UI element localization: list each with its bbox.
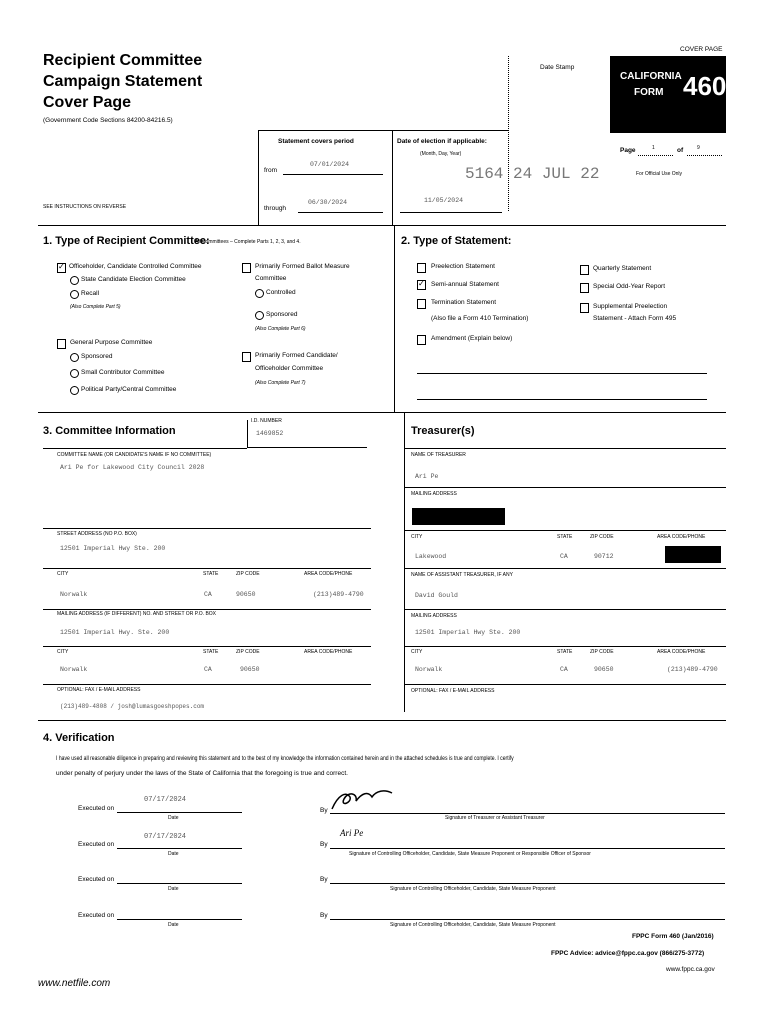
mailing-label: MAILING ADDRESS (IF DIFFERENT) NO. AND STREET OR P.O. BOX — [57, 611, 217, 617]
city-label: CITY — [57, 571, 69, 577]
area-phone-label: AREA CODE/PHONE — [304, 571, 353, 577]
treasurer-title: Treasurer(s) — [411, 425, 475, 437]
zip-value: 90650 — [236, 591, 256, 598]
mailing-value: 12501 Imperial Hwy. Ste. 200 — [60, 629, 170, 636]
quarterly-label: Quarterly Statement — [593, 265, 652, 272]
treasurer-city-label: CITY — [411, 534, 423, 540]
sig-caption-1: Signature of Treasurer or Assistant Treasurer — [445, 815, 545, 821]
date-caption-3: Date — [168, 886, 179, 892]
supplemental-label-1: Supplemental Preelection — [593, 303, 668, 310]
ballot-measure-label-1: Primarily Formed Ballot Measure — [255, 263, 350, 270]
city-label-2: CITY — [57, 649, 69, 655]
state-label-2: STATE — [203, 649, 219, 655]
termination-label: Termination Statement — [431, 299, 497, 306]
gp-sponsored-radio[interactable] — [70, 353, 79, 362]
city-value: Norwalk — [60, 591, 88, 598]
gp-sponsored-label: Sponsored — [81, 353, 113, 360]
pf-candidate-checkbox[interactable] — [242, 352, 251, 362]
asst-city-value: Norwalk — [415, 666, 443, 673]
officeholder-label: Officeholder, Candidate Controlled Committee — [69, 263, 202, 270]
executed-date-1: 07/17/2024 — [144, 796, 187, 804]
special-odd-checkbox[interactable] — [580, 283, 589, 293]
executed-on-1: Executed on — [78, 805, 115, 812]
id-number-value: 1469852 — [256, 430, 284, 437]
official-use-label: For Official Use Only — [636, 171, 683, 177]
ballot-measure-checkbox[interactable] — [242, 263, 251, 273]
verification-text-2: under penalty of perjury under the laws of the State of California that the foregoing is true and correct. — [56, 770, 348, 777]
zip2-value: 90650 — [240, 666, 260, 673]
asst-phone-value: (213)489-4790 — [667, 666, 718, 673]
street-value: 12501 Imperial Hwy Ste. 200 — [60, 545, 166, 552]
verification-text-1: I have used all reasonable diligence in preparing and reviewing this statement and to the best of my knowledge the information contained herein and in the attached schedules is true and complete. I certify — [56, 755, 514, 762]
treasurer-zip-label: ZIP CODE — [590, 534, 614, 540]
executed-date-2: 07/17/2024 — [144, 833, 187, 841]
street-label: STREET ADDRESS (NO P.O. BOX) — [57, 531, 137, 537]
section3-title: 3. Committee Information — [43, 425, 176, 437]
through-label: through — [264, 205, 287, 212]
general-purpose-label: General Purpose Committee — [70, 339, 153, 346]
period-label: Statement covers period — [278, 138, 354, 145]
asst-treasurer-label: NAME OF ASSISTANT TREASURER, IF ANY — [411, 572, 513, 578]
preelection-label: Preelection Statement — [431, 263, 495, 270]
date-caption-1: Date — [168, 815, 179, 821]
area-phone-label-2: AREA CODE/PHONE — [304, 649, 353, 655]
asst-zip-label: ZIP CODE — [590, 649, 614, 655]
optional-label: OPTIONAL: FAX / E-MAIL ADDRESS — [57, 687, 141, 693]
election-label: Date of election if applicable: — [397, 138, 487, 145]
redacted-treasurer-address — [412, 508, 505, 525]
asst-mailing-value: 12501 Imperial Hwy Ste. 200 — [415, 629, 521, 636]
also-part5: (Also Complete Part 5) — [70, 304, 121, 310]
form-revision: FPPC Form 460 (Jan/2016) — [632, 933, 714, 940]
by-3: By — [320, 876, 328, 883]
asst-mailing-label: MAILING ADDRESS — [411, 613, 457, 619]
from-label: from — [264, 167, 277, 174]
election-date-value: 11/05/2024 — [424, 197, 464, 204]
form-title-line1: Recipient Committee — [43, 52, 203, 69]
election-format: (Month, Day, Year) — [420, 151, 462, 157]
form-title-line3: Cover Page — [43, 94, 132, 111]
ca-form-label: CALIFORNIA — [620, 71, 682, 82]
quarterly-checkbox[interactable] — [580, 265, 589, 275]
controlled-label: Controlled — [266, 289, 296, 296]
small-contributor-radio[interactable] — [70, 369, 79, 378]
state-candidate-label: State Candidate Election Committee — [81, 276, 186, 283]
executed-on-4: Executed on — [78, 912, 115, 919]
zip-label: ZIP CODE — [236, 571, 260, 577]
supplemental-label-2: Statement - Attach Form 495 — [593, 315, 677, 322]
treasurer-city-value: Lakewood — [415, 553, 447, 560]
pf-candidate-label-2: Officeholder Committee — [255, 365, 324, 372]
redacted-treasurer-phone — [665, 546, 721, 563]
asst-zip-value: 90650 — [594, 666, 614, 673]
by-4: By — [320, 912, 328, 919]
sig-caption-4: Signature of Controlling Officeholder, Candidate, State Measure Proponent — [390, 922, 556, 928]
semiannual-checkbox[interactable] — [417, 280, 426, 290]
state-value: CA — [204, 591, 212, 598]
treasurer-mailing-label: MAILING ADDRESS — [411, 491, 457, 497]
asst-state-value: CA — [560, 666, 568, 673]
political-party-label: Political Party/Central Committee — [81, 386, 177, 393]
page-number: 1 — [652, 145, 655, 151]
page-total: 9 — [697, 145, 700, 151]
phone-value: (213)489-4790 — [313, 591, 364, 598]
candidate-signature: Ari Pe — [340, 828, 364, 838]
section1-note: All Committees – Complete Parts 1, 2, 3, and 4. — [195, 239, 301, 245]
also-410: (Also file a Form 410 Termination) — [431, 315, 529, 322]
treasurer-state-value: CA — [560, 553, 568, 560]
treasurer-name-label: NAME OF TREASURER — [411, 452, 466, 458]
fppc-advice: FPPC Advice: advice@fppc.ca.gov (866/275-3772) — [551, 950, 705, 957]
committee-name-label: COMMITTEE NAME (OR CANDIDATE'S NAME IF NO COMMITTEE) — [57, 452, 212, 458]
pf-candidate-label-1: Primarily Formed Candidate/ — [255, 352, 338, 359]
bm-sponsored-radio[interactable] — [255, 311, 264, 320]
political-party-radio[interactable] — [70, 386, 79, 395]
special-odd-label: Special Odd-Year Report — [593, 283, 666, 290]
form-label: FORM — [634, 87, 664, 98]
treasurer-optional-label: OPTIONAL: FAX / E-MAIL ADDRESS — [411, 688, 495, 694]
bm-sponsored-label: Sponsored — [266, 311, 298, 318]
form-title-line2: Campaign Statement — [43, 73, 203, 90]
state2-value: CA — [204, 666, 212, 673]
recall-label: Recall — [81, 290, 100, 297]
recall-radio[interactable] — [70, 290, 79, 299]
receipt-stamp: 5164 24 JUL 22 — [465, 165, 600, 183]
supplemental-checkbox[interactable] — [580, 303, 589, 313]
amendment-checkbox[interactable] — [417, 335, 426, 345]
treasurer-name-value: Ari Pe — [415, 473, 439, 480]
executed-on-3: Executed on — [78, 876, 115, 883]
section1-title: 1. Type of Recipient Committee: — [43, 235, 210, 247]
executed-on-2: Executed on — [78, 841, 115, 848]
gov-code: (Government Code Sections 84200-84216.5) — [43, 117, 173, 124]
see-instructions: SEE INSTRUCTIONS ON REVERSE — [43, 204, 127, 210]
termination-checkbox[interactable] — [417, 299, 426, 309]
section4-title: 4. Verification — [43, 732, 115, 744]
by-2: By — [320, 841, 328, 848]
asst-state-label: STATE — [557, 649, 573, 655]
form-number: 460 — [683, 71, 727, 101]
id-number-label: I.D. NUMBER — [251, 418, 282, 424]
state-candidate-radio[interactable] — [70, 276, 79, 285]
optional-value: (213)489-4808 / josh@lumasgoeshpopes.com — [60, 703, 205, 710]
amendment-label: Amendment (Explain below) — [431, 335, 513, 342]
also-part6: (Also Complete Part 6) — [255, 326, 306, 332]
small-contributor-label: Small Contributor Committee — [81, 369, 165, 376]
preelection-checkbox[interactable] — [417, 263, 426, 273]
date-caption-2: Date — [168, 851, 179, 857]
cover-page-label: COVER PAGE — [680, 46, 723, 53]
also-part7: (Also Complete Part 7) — [255, 380, 306, 386]
treasurer-area-label: AREA CODE/PHONE — [657, 534, 706, 540]
by-1: By — [320, 807, 328, 814]
sig-caption-2: Signature of Controlling Officeholder, Candidate, State Measure Proponent or Responsible Officer of Sponsor — [349, 851, 591, 857]
officeholder-checkbox[interactable] — [57, 263, 66, 273]
treasurer-signature — [328, 787, 398, 813]
committee-name-value: Ari Pe for Lakewood City Council 2028 — [60, 464, 205, 471]
date-caption-4: Date — [168, 922, 179, 928]
date-stamp-label: Date Stamp — [540, 64, 575, 71]
ballot-measure-label-2: Committee — [255, 275, 287, 282]
page-label: Page — [620, 147, 636, 154]
treasurer-zip-value: 90712 — [594, 553, 614, 560]
section2-title: 2. Type of Statement: — [401, 235, 512, 247]
general-purpose-checkbox[interactable] — [57, 339, 66, 349]
fppc-website[interactable]: www.fppc.ca.gov — [666, 966, 715, 973]
period-through-value: 06/30/2024 — [308, 199, 348, 206]
city2-value: Norwalk — [60, 666, 88, 673]
treasurer-state-label: STATE — [557, 534, 573, 540]
semiannual-label: Semi-annual Statement — [431, 281, 499, 288]
asst-treasurer-value: David Gould — [415, 592, 458, 599]
asst-city-label: CITY — [411, 649, 423, 655]
netfile-link[interactable]: www.netfile.com — [38, 978, 111, 989]
zip-label-2: ZIP CODE — [236, 649, 260, 655]
state-label: STATE — [203, 571, 219, 577]
period-from-value: 07/01/2024 — [310, 161, 350, 168]
sig-caption-3: Signature of Controlling Officeholder, Candidate, State Measure Proponent — [390, 886, 556, 892]
asst-area-label: AREA CODE/PHONE — [657, 649, 706, 655]
of-label: of — [677, 147, 684, 154]
controlled-radio[interactable] — [255, 289, 264, 298]
